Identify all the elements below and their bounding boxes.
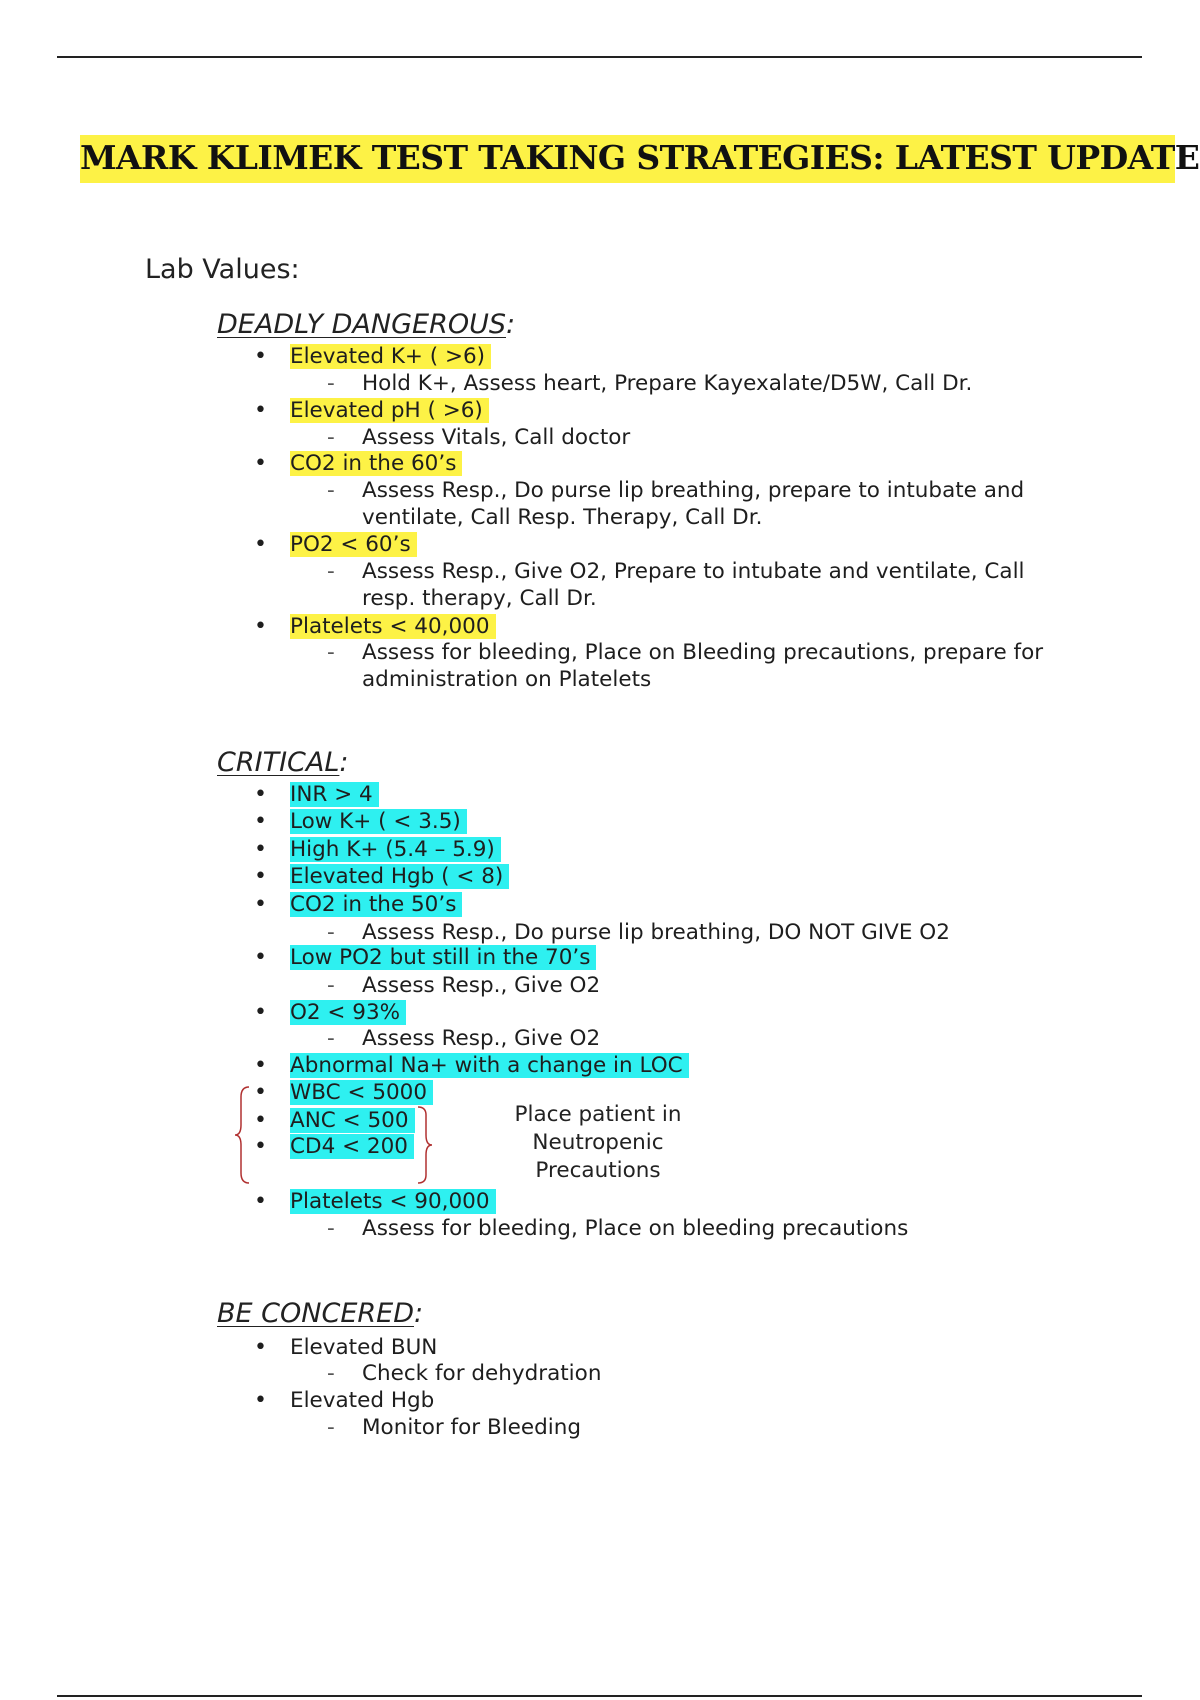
left-brace-icon [233,1085,253,1185]
list-item: • Low PO2 but still in the 70’s [290,944,596,971]
bottom-rule [57,1695,1142,1697]
critical-label-7: O2 < 93% [290,1000,406,1025]
deadly-label-1: Elevated K+ ( >6) [290,344,491,369]
deadly-dangerous-heading: DEADLY DANGEROUS: [217,309,516,340]
critical-label-10: ANC < 500 [290,1108,415,1133]
deadly-note-3: Assess Resp., Do purse lip breathing, prepare to intubate and ventilate, Call Resp. Therapy, Call Dr. [362,478,1025,530]
be-concerned-heading: BE CONCERED: [217,1298,424,1329]
list-item: • O2 < 93% [290,999,406,1026]
list-subitem: - Hold K+, Assess heart, Prepare Kayexalate/D5W, Call Dr. [327,371,973,396]
deadly-label-2: Elevated pH ( >6) [290,398,489,423]
deadly-label-5: Platelets < 40,000 [290,614,496,639]
critical-note-7: Assess Resp., Give O2 [362,1026,601,1051]
critical-label-3: High K+ (5.4 – 5.9) [290,837,501,862]
critical-heading: CRITICAL: [217,747,349,778]
list-subitem: - Assess Resp., Give O2 [327,973,601,998]
critical-label-5: CO2 in the 50’s [290,892,462,917]
document-title: MARK KLIMEK TEST TAKING STRATEGIES: LATEST UPDATE [80,135,1175,183]
deadly-note-2: Assess Vitals, Call doctor [362,425,631,450]
critical-label-2: Low K+ ( < 3.5) [290,809,467,834]
neutropenic-precautions-note: Place patient in Neutropenic Precautions [514,1102,682,1183]
deadly-heading-text: DEADLY DANGEROUS [217,309,506,340]
lab-values-label: Lab Values: [145,254,300,285]
list-item: • Elevated pH ( >6) [290,397,489,424]
concerned-label-1: Elevated BUN [290,1335,438,1360]
critical-note-12: Assess for bleeding, Place on bleeding precautions [362,1216,909,1241]
list-subitem: - Assess Vitals, Call doctor [327,425,631,450]
critical-note-6: Assess Resp., Give O2 [362,973,601,998]
list-item: • CO2 in the 60’s [290,450,462,477]
list-item: • Elevated Hgb [254,1388,435,1413]
list-item: • CD4 < 200 [290,1133,414,1160]
list-item: • Elevated BUN [254,1335,438,1360]
deadly-note-5: Assess for bleeding, Place on Bleeding precautions, prepare for administration on Platelets [362,640,1044,692]
deadly-note-1: Hold K+, Assess heart, Prepare Kayexalate/D5W, Call Dr. [362,371,973,396]
list-item: • Elevated K+ ( >6) [290,343,491,370]
critical-label-9: WBC < 5000 [290,1080,433,1105]
critical-note-5: Assess Resp., Do purse lip breathing, DO NOT GIVE O2 [362,920,950,945]
critical-label-1: INR > 4 [290,782,379,807]
critical-label-4: Elevated Hgb ( < 8) [290,864,509,889]
list-subitem: - Assess Resp., Do purse lip breathing, prepare to intubate and ventilate, Call Resp. Therapy, Call Dr. [327,478,1025,530]
list-item: • High K+ (5.4 – 5.9) [290,836,501,863]
list-subitem: - Check for dehydration [327,1361,602,1386]
list-item: • Low K+ ( < 3.5) [290,808,467,835]
concerned-label-2: Elevated Hgb [290,1388,435,1413]
list-item: • Elevated Hgb ( < 8) [290,863,509,890]
list-subitem: - Assess for bleeding, Place on bleeding precautions [327,1216,909,1241]
list-item: • PO2 < 60’s [290,531,417,558]
list-item: • ANC < 500 [290,1107,415,1134]
right-brace-icon [414,1105,434,1185]
list-subitem: - Assess Resp., Give O2 [327,1026,601,1051]
list-item: • WBC < 5000 [290,1079,433,1106]
deadly-label-3: CO2 in the 60’s [290,451,462,476]
critical-heading-text: CRITICAL [217,747,340,778]
top-rule [57,56,1142,58]
deadly-label-4: PO2 < 60’s [290,532,417,557]
deadly-note-4: Assess Resp., Give O2, Prepare to intubate and ventilate, Call resp. therapy, Call Dr. [362,559,1025,611]
list-item: • CO2 in the 50’s [290,891,462,918]
concerned-heading-text: BE CONCERED [217,1298,414,1329]
critical-label-6: Low PO2 but still in the 70’s [290,945,596,970]
list-item: • Abnormal Na+ with a change in LOC [290,1052,689,1079]
list-subitem: - Assess for bleeding, Place on Bleeding precautions, prepare for administration on Platelets [327,640,1044,692]
list-subitem: - Assess Resp., Do purse lip breathing, DO NOT GIVE O2 [327,920,950,945]
critical-label-11: CD4 < 200 [290,1134,414,1159]
list-subitem: - Assess Resp., Give O2, Prepare to intubate and ventilate, Call resp. therapy, Call Dr. [327,559,1025,611]
list-subitem: - Monitor for Bleeding [327,1415,582,1440]
list-item: • Platelets < 40,000 [290,613,496,640]
concerned-note-2: Monitor for Bleeding [362,1415,582,1440]
concerned-note-1: Check for dehydration [362,1361,602,1386]
list-item: • Platelets < 90,000 [290,1188,496,1215]
critical-label-8: Abnormal Na+ with a change in LOC [290,1053,689,1078]
critical-label-12: Platelets < 90,000 [290,1189,496,1214]
list-item: • INR > 4 [290,781,379,808]
